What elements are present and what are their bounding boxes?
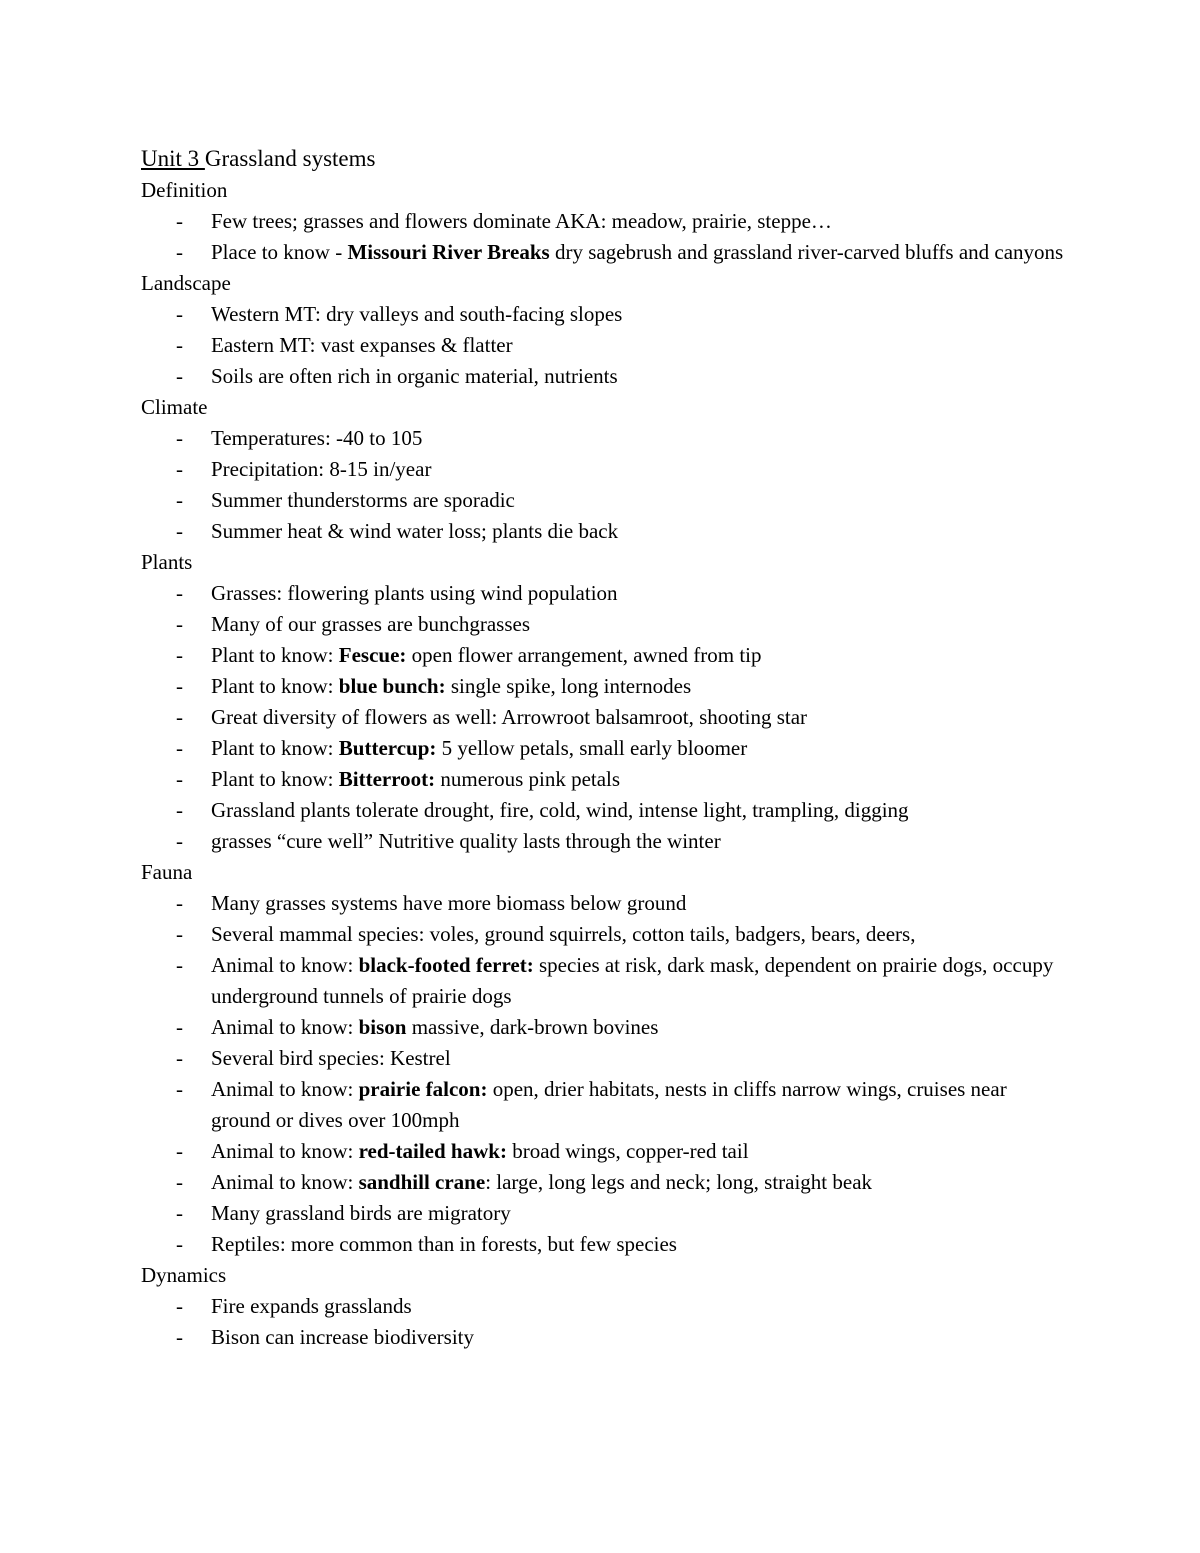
bullet-dash: - [176,674,183,698]
list-item [141,826,1071,857]
item-text: Fire expands grasslands [211,1294,412,1318]
item-text: Plant to know: [211,767,339,791]
bullet-dash: - [176,488,183,512]
section-heading: Plants [141,550,193,574]
section-landscape [141,268,1071,392]
bullet-list [141,888,1071,1260]
item-text: Animal to know: [211,1170,359,1194]
section-heading: Landscape [141,271,231,295]
item-text: Eastern MT: vast expanses & flatter [211,333,513,357]
document-title [141,143,1071,175]
bullet-dash: - [176,1232,183,1256]
item-text: 5 yellow petals, small early bloomer [436,736,748,760]
item-text: Many grassland birds are migratory [211,1201,511,1225]
bold-term: Missouri River Breaks [347,240,550,264]
section-heading: Fauna [141,860,193,884]
list-item [141,609,1071,640]
bullet-dash: - [176,1294,183,1318]
section-plants [141,547,1071,857]
item-text: Reptiles: more common than in forests, but few species [211,1232,677,1256]
item-text: massive, dark-brown bovines [406,1015,659,1039]
section-definition [141,175,1071,268]
list-item [141,1012,1071,1043]
bullet-dash: - [176,364,183,388]
list-item [141,299,1071,330]
list-item [141,206,1071,237]
bullet-dash: - [176,736,183,760]
bullet-dash: - [176,581,183,605]
list-item [141,330,1071,361]
item-text: single spike, long internodes [445,674,692,698]
list-item [141,485,1071,516]
section-heading: Climate [141,395,208,419]
bullet-dash: - [176,209,183,233]
item-text: Plant to know: [211,643,339,667]
list-item [141,671,1071,702]
title-unit: Unit 3 [141,146,205,171]
item-text: Animal to know: [211,953,359,977]
bullet-list [141,206,1071,268]
bullet-dash: - [176,612,183,636]
list-item [141,454,1071,485]
item-text: Plant to know: [211,674,339,698]
list-item [141,950,1071,1012]
section-heading: Definition [141,178,228,202]
item-text: Bison can increase biodiversity [211,1325,475,1349]
list-item [141,1074,1071,1136]
bold-term: Buttercup: [338,736,437,760]
item-text: Western MT: dry valleys and south-facing slopes [211,302,623,326]
title-name: Grassland systems [204,146,376,171]
item-text: Plant to know: [211,736,339,760]
bullet-dash: - [176,1325,183,1349]
bullet-dash: - [176,333,183,357]
bold-term: blue bunch: [338,674,446,698]
list-item [141,919,1071,950]
item-text: grasses “cure well” Nutritive quality lasts through the winter [211,829,721,853]
item-text: Few trees; grasses and flowers dominate AKA: meadow, prairie, steppe… [211,209,832,233]
item-text: Great diversity of flowers as well: Arrowroot balsamroot, shooting star [211,705,808,729]
list-item [141,578,1071,609]
bold-term: prairie falcon: [358,1077,488,1101]
item-text: Precipitation: 8-15 in/year [211,457,432,481]
list-item [141,888,1071,919]
section-fauna [141,857,1071,1260]
bullet-dash: - [176,1170,183,1194]
item-text: Place to know - [211,240,348,264]
item-text: : large, long legs and neck; long, straight beak [485,1170,873,1194]
section-dynamics [141,1260,1071,1353]
list-item [141,795,1071,826]
item-text: open flower arrangement, awned from tip [406,643,762,667]
section-heading: Dynamics [141,1263,227,1287]
section-climate [141,392,1071,547]
bullet-dash: - [176,302,183,326]
bullet-list [141,423,1071,547]
bullet-list [141,299,1071,392]
bullet-dash: - [176,798,183,822]
item-text: species at risk, dark mask, dependent on prairie dogs, occupy underground tunnels of prairie dogs [211,953,1054,1008]
item-text: broad wings, copper-red tail [506,1139,749,1163]
list-item [141,423,1071,454]
item-text: Several mammal species: voles, ground squirrels, cotton tails, badgers, bears, deers, [211,922,916,946]
bold-term: Fescue: [338,643,407,667]
bold-term: bison [358,1015,407,1039]
item-text: Soils are often rich in organic material, nutrients [211,364,618,388]
bullet-dash: - [176,457,183,481]
bold-term: red-tailed hawk: [358,1139,507,1163]
list-item [141,1229,1071,1260]
bullet-dash: - [176,891,183,915]
bullet-dash: - [176,705,183,729]
bullet-dash: - [176,1046,183,1070]
item-text: Grassland plants tolerate drought, fire, cold, wind, intense light, trampling, digging [211,798,909,822]
item-text: Many of our grasses are bunchgrasses [211,612,530,636]
list-item [141,1322,1071,1353]
list-item [141,237,1071,268]
bold-term: Bitterroot: [338,767,436,791]
bullet-list [141,1291,1071,1353]
item-text: Summer thunderstorms are sporadic [211,488,515,512]
bullet-dash: - [176,767,183,791]
list-item [141,764,1071,795]
bullet-dash: - [176,1015,183,1039]
list-item [141,702,1071,733]
item-text: open, drier habitats, nests in cliffs narrow wings, cruises near ground or dives over 100mph [211,1077,1007,1132]
bullet-dash: - [176,1077,183,1101]
item-text: Temperatures: -40 to 105 [211,426,423,450]
item-text: dry sagebrush and grassland river-carved bluffs and canyons [549,240,1064,264]
bullet-dash: - [176,1139,183,1163]
bullet-dash: - [176,643,183,667]
bullet-dash: - [176,240,183,264]
bold-term: black-footed ferret: [358,953,534,977]
item-text: Several bird species: Kestrel [211,1046,451,1070]
item-text: Grasses: flowering plants using wind population [211,581,618,605]
bullet-dash: - [176,519,183,543]
item-text: numerous pink petals [435,767,621,791]
list-item [141,1198,1071,1229]
item-text: Many grasses systems have more biomass below ground [211,891,687,915]
list-item [141,516,1071,547]
bullet-dash: - [176,829,183,853]
item-text: Animal to know: [211,1139,359,1163]
item-text: Animal to know: [211,1077,359,1101]
item-text: Animal to know: [211,1015,359,1039]
list-item [141,1043,1071,1074]
bullet-dash: - [176,953,183,977]
bold-term: sandhill crane [358,1170,486,1194]
list-item [141,1291,1071,1322]
bullet-list [141,578,1071,857]
list-item [141,1167,1071,1198]
document-content [141,143,1071,1353]
bullet-dash: - [176,426,183,450]
list-item [141,361,1071,392]
bullet-dash: - [176,1201,183,1225]
item-text: Summer heat & wind water loss; plants die back [211,519,619,543]
bullet-dash: - [176,922,183,946]
sections-container [141,175,1071,1353]
list-item [141,733,1071,764]
list-item [141,1136,1071,1167]
list-item [141,640,1071,671]
